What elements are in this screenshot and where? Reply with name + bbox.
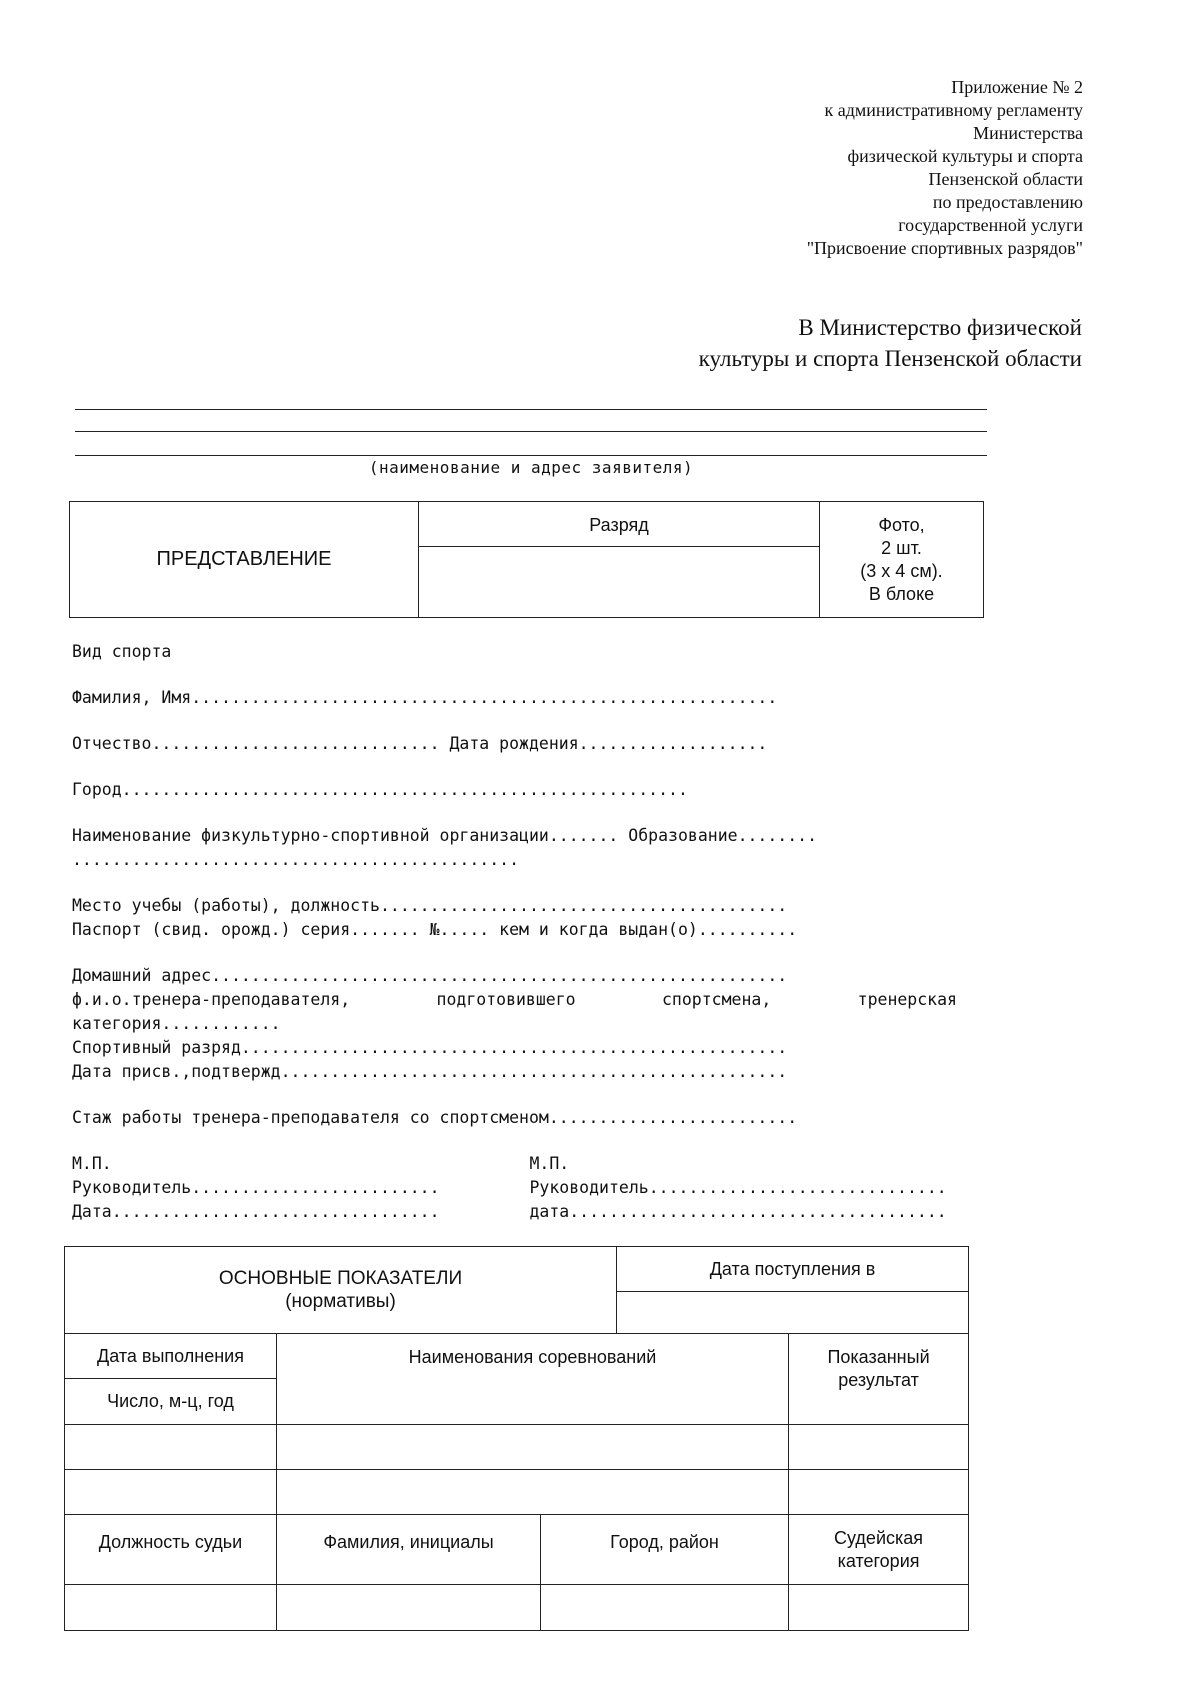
field-trainer-category[interactable]: категория............: [72, 1014, 281, 1033]
applicant-line-3[interactable]: [75, 455, 987, 456]
result-label: Показанный результат: [789, 1334, 969, 1425]
trainer-part-2: подготовившего: [436, 990, 576, 1009]
judge-position-cell[interactable]: [65, 1585, 277, 1631]
field-patronymic-birthdate[interactable]: Отчество............................. Дата рождения...................: [72, 734, 768, 753]
applicant-line-2[interactable]: [75, 431, 987, 432]
photo-label-1: Фото,: [878, 514, 925, 535]
row-date-cell[interactable]: [65, 1425, 277, 1470]
addressee-line-1: В Министерство физической: [798, 315, 1082, 340]
field-home-address[interactable]: Домашний адрес..........................................................: [72, 966, 788, 985]
main-indicators-subtitle: (нормативы): [285, 1291, 396, 1312]
annex-line: Министерства: [973, 123, 1083, 143]
judge-row: [65, 1585, 969, 1631]
row-result-cell[interactable]: [789, 1425, 969, 1470]
judge-category-cell[interactable]: [789, 1585, 969, 1631]
stamp-left: М.П.: [72, 1154, 112, 1173]
head-right-field[interactable]: Руководитель..............................: [529, 1178, 947, 1197]
head-row: [72, 1176, 987, 1200]
photo-label-4: В блоке: [868, 583, 935, 604]
judge-position-label: Должность судьи: [65, 1515, 277, 1585]
field-trainer-experience[interactable]: Стаж работы тренера-преподавателя со спортсменом.........................: [72, 1108, 798, 1127]
field-trainer[interactable]: [72, 988, 987, 1012]
judge-city-cell[interactable]: [541, 1585, 789, 1631]
exec-date-label: Дата выполнения: [65, 1334, 277, 1379]
trainer-part-1: ф.и.о.тренера-преподавателя,: [72, 990, 351, 1009]
judge-city-label: Город, район: [541, 1515, 789, 1585]
field-organization-education[interactable]: Наименование физкультурно-спортивной организации....... Образование........: [72, 826, 818, 845]
row-competition-cell[interactable]: [277, 1470, 789, 1515]
trainer-part-3: спортсмена,: [661, 990, 772, 1009]
head-left-field[interactable]: Руководитель.........................: [72, 1178, 440, 1197]
date-left-field[interactable]: Дата.................................: [72, 1202, 440, 1221]
table-row: [65, 1470, 969, 1515]
field-organization-continued[interactable]: .............................................: [72, 850, 520, 869]
stamp-row: [72, 1152, 987, 1176]
annex-line: государственной услуги: [898, 215, 1083, 235]
row-result-cell[interactable]: [789, 1470, 969, 1515]
rank-label: Разряд: [419, 502, 820, 547]
trainer-part-4: тренерская: [857, 990, 957, 1009]
annex-header: [807, 76, 1083, 260]
annex-line: "Присвоение спортивных разрядов": [806, 238, 1083, 258]
competitions-label: Наименования соревнований: [277, 1334, 789, 1425]
addressee: [699, 312, 1082, 374]
date-row: [72, 1200, 987, 1224]
header-table: [69, 501, 984, 618]
field-assign-date[interactable]: Дата присв.,подтвержд...................................................: [72, 1062, 788, 1081]
judge-name-label: Фамилия, инициалы: [277, 1515, 541, 1585]
row-competition-cell[interactable]: [277, 1425, 789, 1470]
field-study-work[interactable]: Место учебы (работы), должность.........................................: [72, 896, 788, 915]
received-date-field[interactable]: [617, 1292, 969, 1334]
table-row: [65, 1425, 969, 1470]
field-sport-rank[interactable]: Спортивный разряд.......................................................: [72, 1038, 788, 1057]
annex-line: к административному регламенту: [824, 100, 1083, 120]
applicant-caption: (наименование и адрес заявителя): [368, 458, 694, 477]
annex-line: по предоставлению: [932, 192, 1083, 212]
judge-name-cell[interactable]: [277, 1585, 541, 1631]
exec-date-sublabel: Число, м-ц, год: [65, 1379, 277, 1425]
row-date-cell[interactable]: [65, 1470, 277, 1515]
photo-label-3: (3 х 4 см).: [860, 560, 943, 581]
rank-value-field[interactable]: [419, 547, 820, 618]
judge-category-label: Судейская категория: [789, 1515, 969, 1585]
addressee-line-2: культуры и спорта Пензенской области: [698, 346, 1082, 371]
received-date-label: Дата поступления в: [617, 1247, 969, 1292]
field-city[interactable]: Город.........................................................: [72, 780, 688, 799]
photo-label-2: 2 шт.: [881, 537, 922, 558]
date-right-field[interactable]: дата......................................: [529, 1202, 947, 1221]
main-indicators-title: ОСНОВНЫЕ ПОКАЗАТЕЛИ: [218, 1268, 463, 1289]
annex-line: физической культуры и спорта: [847, 146, 1083, 166]
photo-box: [820, 502, 984, 618]
field-sport[interactable]: Вид спорта: [72, 642, 172, 661]
annex-line: Пензенской области: [928, 169, 1083, 189]
form-fields: [72, 640, 987, 1224]
results-table: [64, 1246, 969, 1631]
stamp-right: М.П.: [529, 1154, 570, 1173]
field-passport[interactable]: Паспорт (свид. орожд.) серия....... №..... кем и когда выдан(о)..........: [72, 920, 798, 939]
presentation-title: ПРЕДСТАВЛЕНИЕ: [70, 502, 419, 618]
main-indicators-header: [65, 1247, 617, 1334]
annex-line: Приложение № 2: [951, 77, 1083, 97]
field-name[interactable]: Фамилия, Имя...........................................................: [72, 688, 778, 707]
applicant-line-1[interactable]: [75, 409, 987, 410]
